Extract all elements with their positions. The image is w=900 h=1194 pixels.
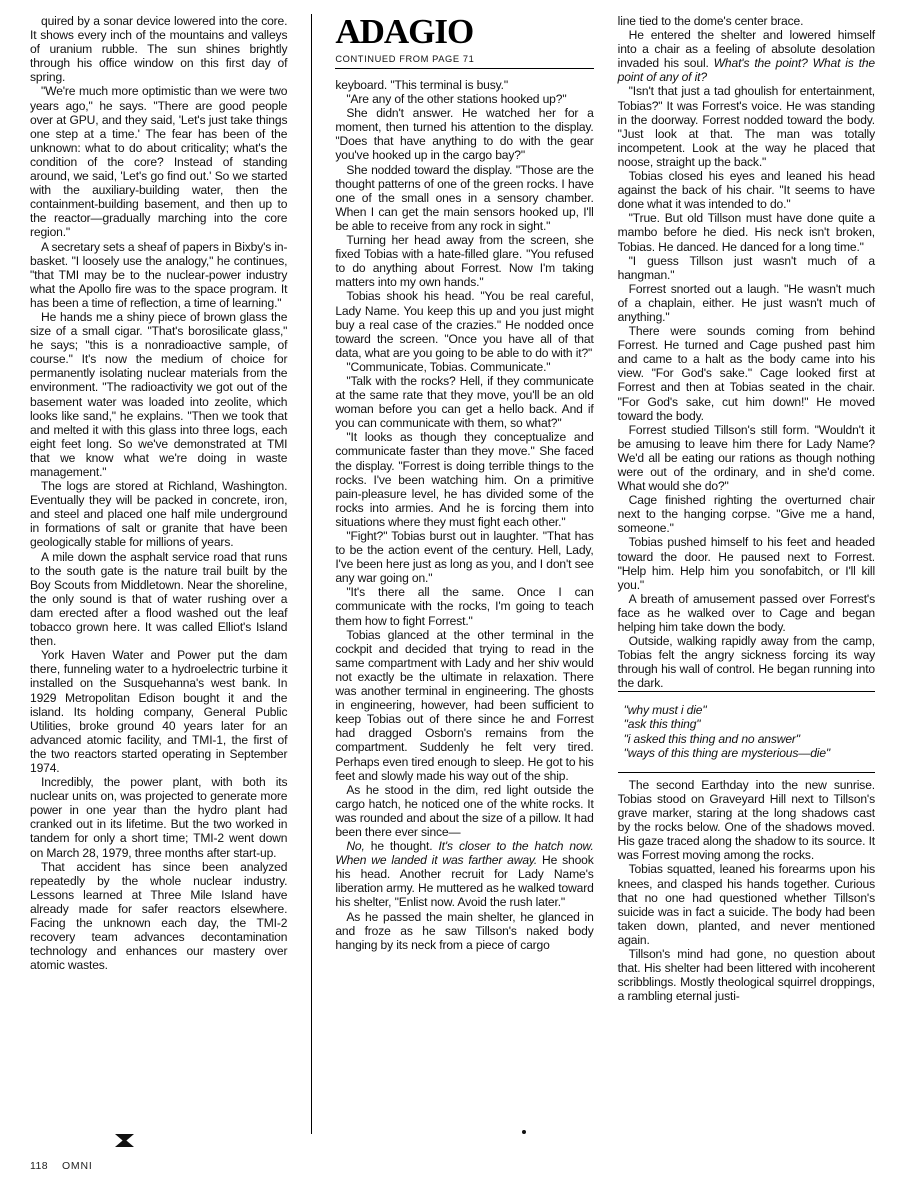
paragraph: Turning her head away from the screen, she fixed Tobias with a hate-filled glare. "You refused to do anything about Forrest. Now I'm taking matters into my own hands." [335,233,594,290]
paragraph: Incredibly, the power plant, with both its nuclear units on, was projected to generate more power in one year than the hydro plant had cranked out in its lifetime. But the two worked in tandem for only a short time; TMI-2 went down on March 28, 1979, three months after start-up. [30,775,288,860]
paragraph: "True. But old Tillson must have done quite a mambo before he died. His neck isn't broken, Tobias. He danced. He danced for a long time." [617,211,875,254]
right-column [618,14,875,1134]
paragraph: Tillson's mind had gone, no question about that. His shelter had been littered with incoherent scribblings. Mostly theological squirrel droppings, a rambling eternal justi- [617,947,875,1004]
story-title: ADAGIO [335,12,474,51]
paragraph: She didn't answer. He watched her for a moment, then turned his attention to the display. "Does that have anything to do with the gear you've hooked up in the cargo bay?" [335,106,594,163]
italic-question: What's the point? What is the point of any of it? [617,56,875,85]
paragraph: line tied to the dome's center brace. [617,14,804,28]
paragraph: "Fight?" Tobias burst out in laughter. "That has to be the action event of the century. Hell, Lady, I've been here just as long as you, and I don't see any war going on." [335,529,594,586]
italic-lead: No, [346,839,365,854]
paragraph: A secretary sets a sheaf of papers in Bixby's in-basket. "I loosely use the analogy," he continues, "that TMI may be to the nuclear-power industry what the Apollo fire was to the space program. It has been a time of reflection, a time of learning." [30,239,288,310]
paragraph: Cage finished righting the overturned chair next to the hanging corpse. "Give me a hand, someone." [617,493,875,536]
paragraph-text: He entered the shelter and lowered himself into a chair as a feeling of absolute desolation invaded his soul. [617,28,875,71]
paragraph: As he passed the main shelter, he glanced in and froze as he saw Tillson's naked body hanging by its neck from a piece of cargo [335,909,594,952]
paragraph: keyboard. "This terminal is busy." [335,78,508,92]
paragraph: Tobias squatted, leaned his forearms upon his knees, and clasped his hands together. Curious that no one had questioned whether Tillson's suicide was in fact a suicide. The body had been taken down, planted, and never mentioned again. [617,862,875,947]
paragraph: "Isn't that just a tad ghoulish for entertainment, Tobias?" It was Forrest's voice. He was standing in the doorway. Forrest nodded toward the body. "Just look at that. The man was totally incompetent. Look at the way he placed that noose, straight up the back." [617,84,875,169]
paragraph: Forrest studied Tillson's still form. "Wouldn't it be amusing to leave him there for Lady Name? We'd all be eating our rations as though nothing were out of the ordinary, and in she'd come. What would she do?" [617,422,875,494]
paragraph: "It looks as though they conceptualize and communicate faster than they move." She faced the display. "Forrest is doing terrible things to the rocks. I've been watching him. On a primitive pain-pleasure level, he has divided some of the rocks into armies. And he is forcing them into situations where they must fight each other." [335,430,594,529]
middle-column [311,14,593,1134]
page-footer [30,1160,93,1172]
paragraph: Tobias glanced at the other terminal in the cockpit and decided that trying to read in the same compartment with Lady and her shiv would not exactly be the ultimate in relaxation. There was another terminal in engineering. The ghosts in engineering, however, had been sufficient to keep Tobias out of there since he and Forrest had dragged Osborn's remains from the compartment. Suddenly he felt very tired. Perhaps even tired enough to sleep. He got to his feet and slowly made his way out of the ship. [335,627,594,783]
folio-page-number: 118 [30,1160,48,1172]
article-columns [30,14,875,1134]
omni-bowtie-endmark-icon [115,1134,134,1147]
left-column [30,14,287,1134]
poem-line: "why must i die" [623,702,707,717]
paragraph: "Talk with the rocks? Hell, if they communicate at the same rate that they move, you'll be an old woman before you can get a hello back. And if you can communicate with them, so what?" [335,373,594,431]
paragraph: "Are any of the other stations hooked up?" [346,92,567,107]
poem-line: "ask this thing" [623,717,701,732]
folio-magazine-name: OMNI [61,1160,93,1172]
paragraph: The second Earthday into the new sunrise. Tobias stood on Graveyard Hill next to Tillson's grave marker, staring at the long shadows cast by the rocks below. One of the shadows moved. His gaze traced along the shadow to its source. It was Forrest moving among the rocks. [617,777,875,863]
paragraph: Outside, walking rapidly away from the camp, Tobias felt the angry sickness forcing its way through his wall of control. He began running into the dark. [617,634,875,691]
continued-from-label: CONTINUED FROM PAGE 71 [335,54,593,69]
paragraph: Forrest snorted out a laugh. "He wasn't much of a chaplain, either. He just wasn't much of anything." [617,281,875,324]
poem-line: "i asked this thing and no answer" [623,731,800,746]
italic-run: It's closer to the hatch now. When we landed it was farther away. [335,839,594,868]
paragraph-with-italics [335,839,593,909]
paragraph: The logs are stored at Richland, Washington. Eventually they will be packed in concrete, iron, and steel and placed one half mile underground in formations of salt or granite that have been geologically stable for millions of years. [30,479,288,550]
paragraph: quired by a sonar device lowered into the core. It shows every inch of the mountains and valleys of uranium rubble. The sun shines brightly through his office window on this first day of spring. [30,14,288,85]
paragraph: He hands me a shiny piece of brown glass the size of a small cigar. "That's borosilicate glass," he says; "this is a nonradioactive sample, of course." It's now the medium of choice for permanently isolating nuclear materials from the environment. "The radioactivity we got out of the basement water was loaded into zeolite, which looks like sand," he explains. "Then we took that and melted it with this glass into three logs, each eight feet long. So we've demonstrated at TMI that we know what we're doing in waste management." [30,309,288,479]
paragraph: Tobias closed his eyes and leaned his head against the back of his chair. "It seems to have done what it was intended to do." [617,169,875,212]
paragraph: A mile down the asphalt service road that runs to the south gate is the nature trail built by the Boy Scouts from Middletown. Near the shoreline, the only sound is that of water rushing over a dam erected after a flood washed out the leaf tobacco grown here. It was called Elliot's Island then. [30,549,288,649]
poem-divider-top [618,691,875,692]
paragraph: "I guess Tillson just wasn't much of a hangman." [617,253,875,282]
paragraph: She nodded toward the display. "Those are the thought patterns of one of the green rocks. I have one of the small ones in a sensory chamber. When I can get the main sensors hooked up, I'll be able to receive from any rock in sight." [335,162,594,233]
paragraph: York Haven Water and Power put the dam there, funneling water to a hydroelectric turbine it installed on the Susquehanna's west bank. In 1929 Metropolitan Edison bought it and the island. Its holding company, General Public Utilities, broke ground 40 years later for an advanced atomic facility, and TMI-1, the first of the two reactors started operating in September 1974. [30,648,288,775]
paragraph: Tobias shook his head. "You be real careful, Lady Name. You keep this up and you just might buy a real case of the crazies." He nodded once toward the screen. "Once you have all of that data, what are you going to be able to do with it?" [335,289,594,360]
paragraph: "We're much more optimistic than we were two years ago," he says. "There are good people over at GPU, and they said, 'Let's just take things one step at a time.' The fear has been of the unknown: what to do about criticality; what's the condition of the core? Instead of standing around, we said, 'Let's go find out.' So we started with the auxiliary-building water, then the containment-building basement, and then up to the reactor—gradually marching into the core region." [30,84,288,240]
story-header [335,14,593,69]
paragraph-tail: He shook his head. Another recruit for Lady Name's liberation army. He muttered as he walked toward his shelter, "Enlist now. Avoid the rush later." [335,853,594,910]
paragraph: Tobias pushed himself to his feet and headed toward the door. He paused next to Forrest. "Help him. Help him you sonofabitch, or I'll kill you." [617,535,875,592]
paragraph: As he stood in the dim, red light outside the cargo hatch, he noticed one of the white rocks. It was rounded and about the size of a pillow. It had been there ever since— [335,782,594,839]
paragraph: A breath of amusement passed over Forrest's face as he walked over to Cage and began helping him take down the body. [617,591,875,635]
poem-block [618,703,875,761]
paragraph-with-italics [618,28,875,84]
paragraph: There were sounds coming from behind Forrest. He turned and Cage pushed past him and came to a halt as the body came into his view. "For God's sake." Cage looked first at Forrest and then at Tobias seated in the chair. "For God's sake, cut him down!" He moved toward the body. [617,324,875,423]
poem-line: "ways of this thing are mysterious—die" [623,746,831,761]
paragraph: That accident has since been analyzed repeatedly by the whole nuclear industry. Lessons learned at Three Mile Island have already made for safer reactors elsewhere. Facing the unknown each day, the TMI-2 recovery team advances decontamination technology and enhances our mastery over atomic wastes. [30,859,288,973]
ink-speck [522,1130,526,1134]
paragraph: "Communicate, Tobias. Communicate." [346,359,551,374]
plain-after-lead: he thought. [364,839,439,854]
paragraph: "It's there all the same. Once I can communicate with the rocks, I'm going to teach them how to fight Forrest." [335,585,594,628]
